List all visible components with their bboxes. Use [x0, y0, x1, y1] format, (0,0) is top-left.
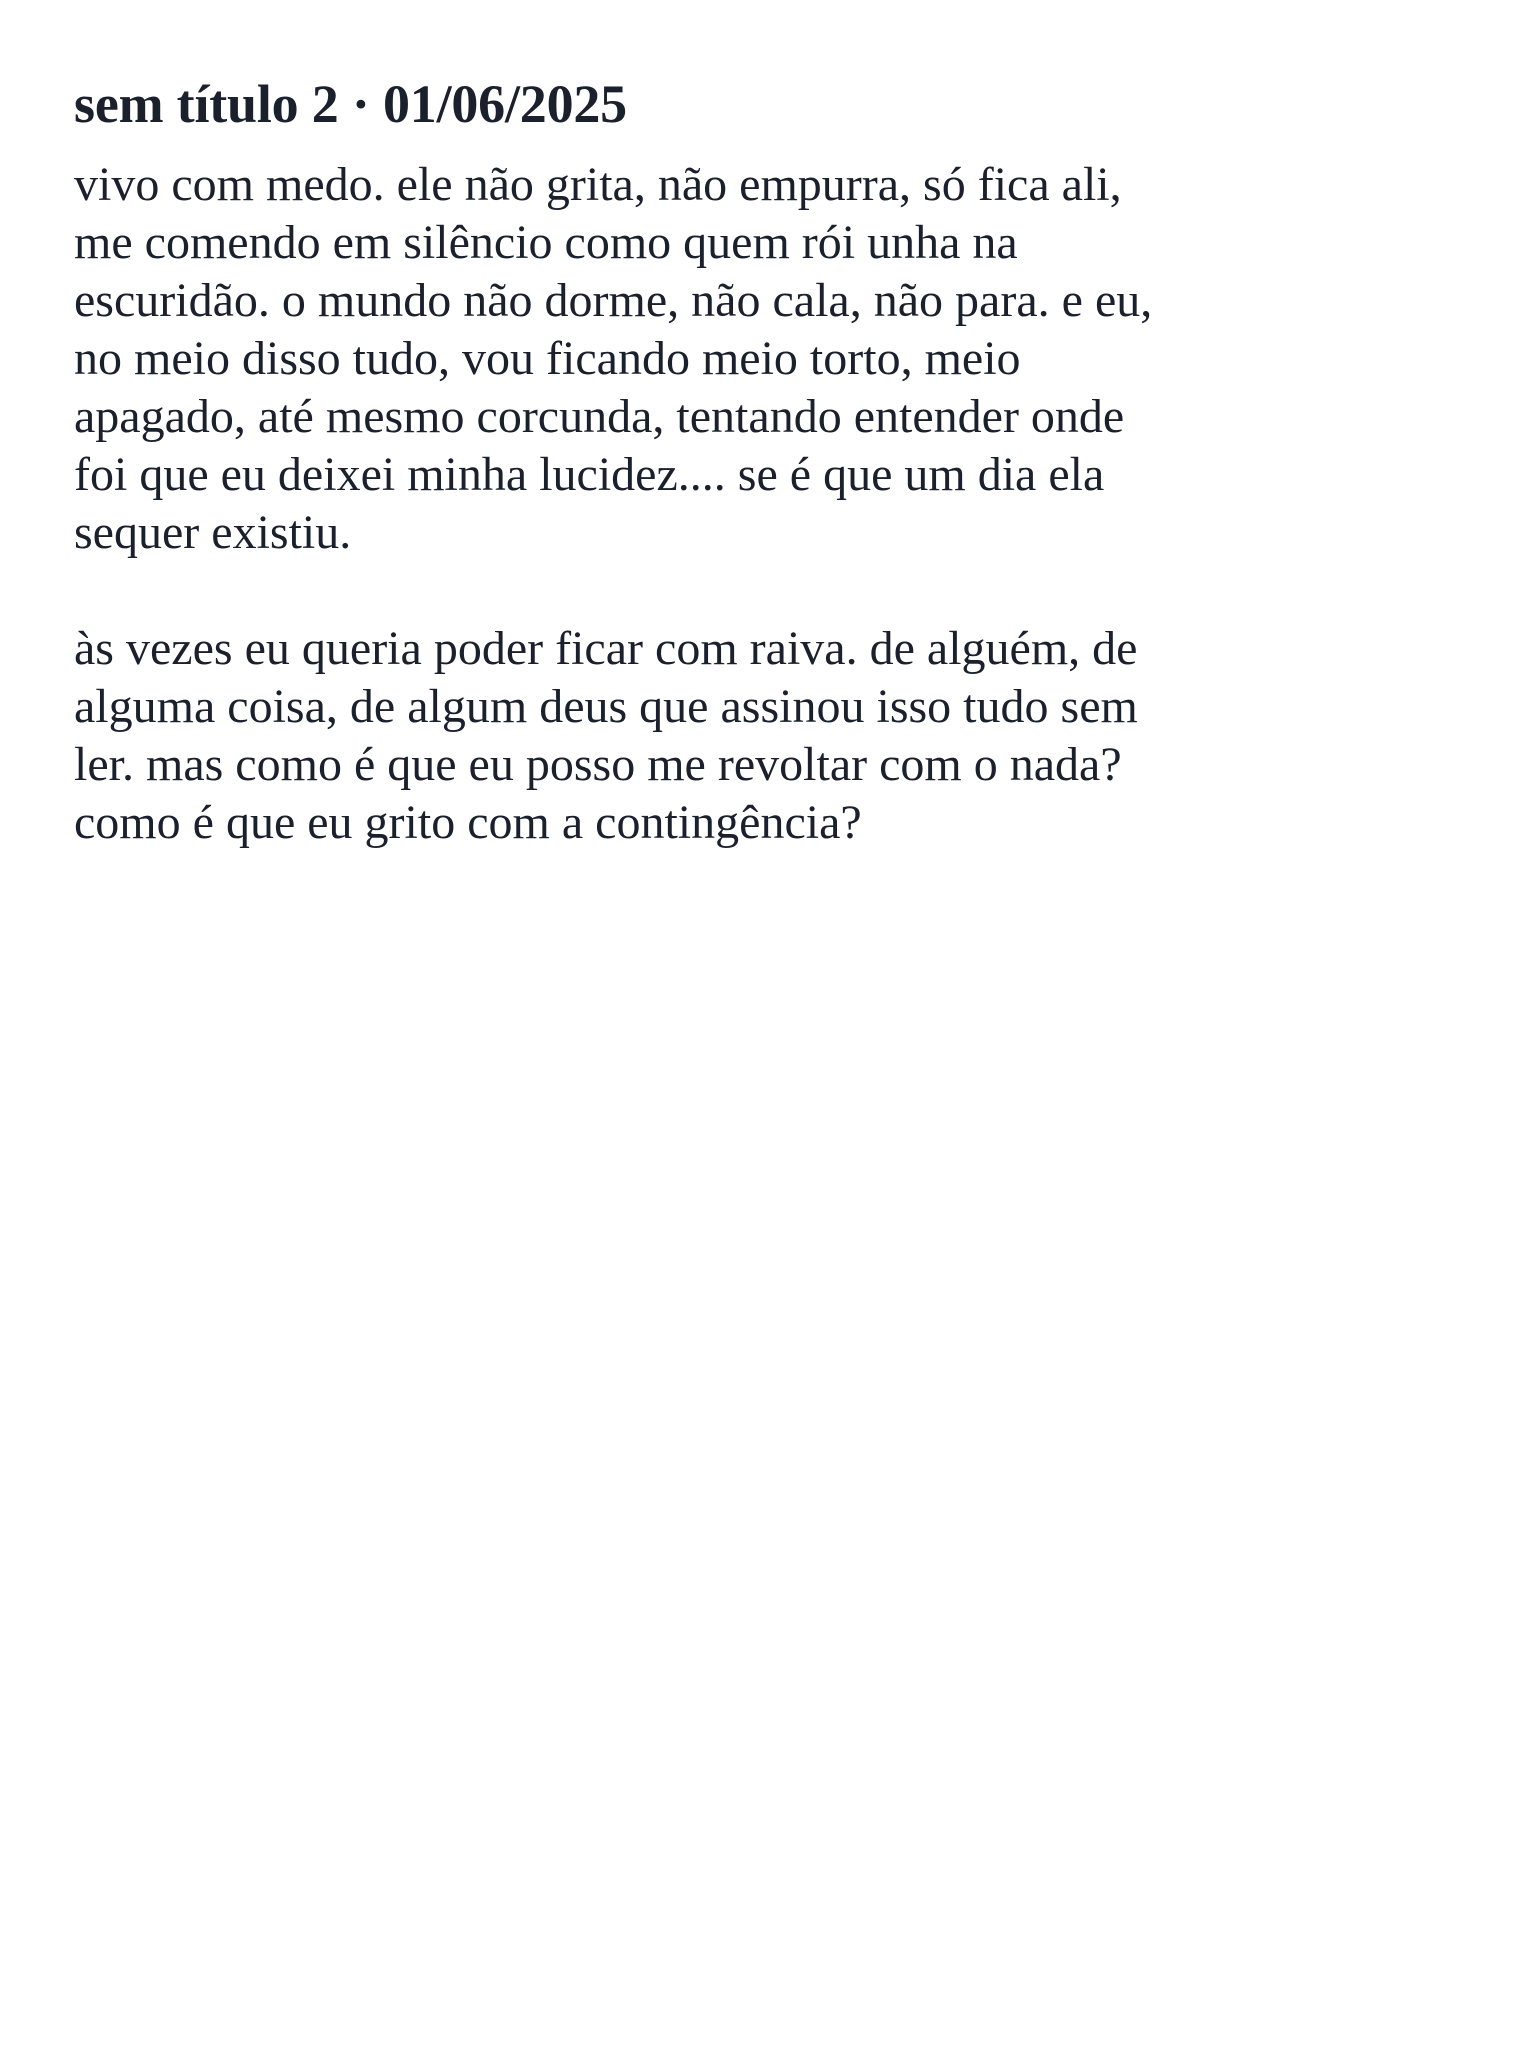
paragraph-line: ler. mas como é que eu posso me revoltar com o nada?	[74, 738, 1122, 791]
paragraph-line: alguma coisa, de algum deus que assinou isso tudo sem	[74, 680, 1138, 733]
document-title: sem título 2 · 01/06/2025	[74, 74, 627, 134]
paragraph-line: vivo com medo. ele não grita, não empurra, só fica ali,	[74, 158, 1122, 211]
paragraph-line: sequer existiu.	[74, 506, 352, 559]
paragraph-line: me comendo em silêncio como quem rói unha na	[74, 216, 1018, 269]
paragraph-line: como é que eu grito com a contingência?	[74, 796, 862, 849]
paragraph-line: no meio disso tudo, vou ficando meio torto, meio	[74, 332, 1021, 385]
paragraph-line: apagado, até mesmo corcunda, tentando entender onde	[74, 390, 1125, 443]
document-page	[74, 72, 1374, 852]
paragraph-line: escuridão. o mundo não dorme, não cala, não para. e eu,	[74, 274, 1153, 327]
paragraph-line: às vezes eu queria poder ficar com raiva. de alguém, de	[74, 622, 1138, 675]
paragraph-line: foi que eu deixei minha lucidez.... se é que um dia ela	[74, 448, 1105, 501]
paragraph-1	[74, 156, 1374, 562]
paragraph-2	[74, 620, 1374, 852]
